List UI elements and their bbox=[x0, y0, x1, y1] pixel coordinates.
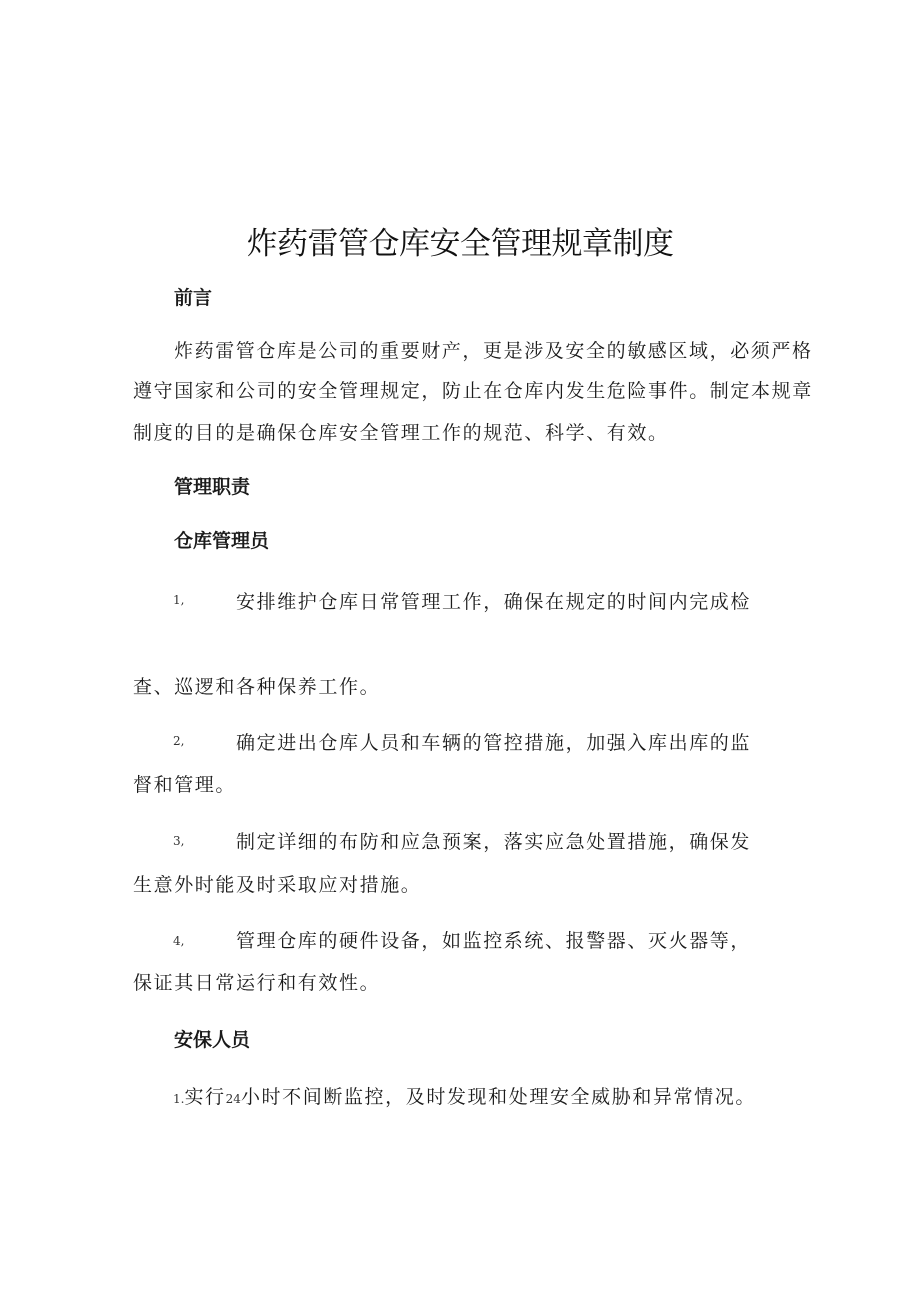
item-1-line-2: 查、巡逻和各种保养工作。 bbox=[133, 676, 381, 698]
security-item-1-text-b: 小时不间断监控，及时发现和处理安全威胁和异常情况。 bbox=[240, 1086, 756, 1108]
inline-number: 24 bbox=[225, 1092, 241, 1106]
preface-line-1: 炸药雷管仓库是公司的重要财产，更是涉及安全的敏感区域，必须严格 bbox=[174, 340, 813, 362]
security-heading: 安保人员 bbox=[174, 1029, 251, 1051]
preface-line-2: 遵守国家和公司的安全管理规定，防止在仓库内发生危险事件。制定本规章 bbox=[133, 380, 813, 402]
item-number: 1. bbox=[173, 1092, 185, 1106]
warehouse-keeper-heading: 仓库管理员 bbox=[174, 530, 270, 552]
security-item-1 bbox=[173, 1082, 756, 1109]
item-number: 1, bbox=[173, 593, 185, 607]
item-2-line-2: 督和管理。 bbox=[133, 774, 237, 796]
item-4-line-2: 保证其日常运行和有效性。 bbox=[133, 972, 381, 994]
security-item-1-text-a: 实行 bbox=[184, 1086, 226, 1108]
item-1-line-1: 安排维护仓库日常管理工作，确保在规定的时间内完成检 bbox=[236, 591, 752, 613]
item-4-line-1: 管理仓库的硬件设备，如监控系统、报警器、灭火器等， bbox=[236, 930, 752, 952]
preface-heading: 前言 bbox=[174, 287, 213, 309]
item-3-line-1: 制定详细的布防和应急预案，落实应急处置措施，确保发 bbox=[236, 831, 752, 853]
item-2-line-1: 确定进出仓库人员和车辆的管控措施，加强入库出库的监 bbox=[236, 732, 752, 754]
item-number: 4, bbox=[173, 934, 185, 948]
preface-line-3: 制度的目的是确保仓库安全管理工作的规范、科学、有效。 bbox=[133, 422, 669, 444]
management-heading: 管理职责 bbox=[174, 476, 251, 498]
item-number: 2, bbox=[173, 734, 185, 748]
item-3-line-2: 生意外时能及时采取应对措施。 bbox=[133, 874, 422, 896]
item-number: 3, bbox=[173, 834, 185, 848]
document-title: 炸药雷管仓库安全管理规章制度 bbox=[246, 226, 674, 262]
